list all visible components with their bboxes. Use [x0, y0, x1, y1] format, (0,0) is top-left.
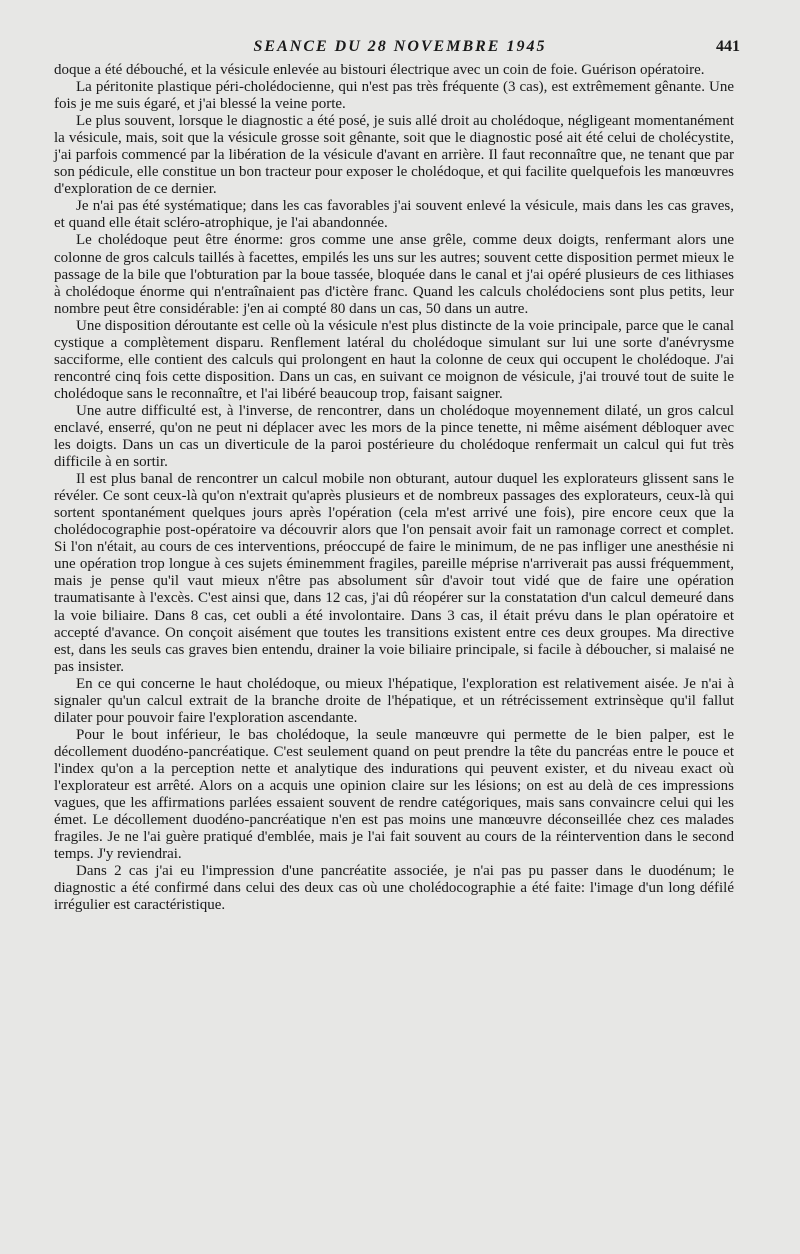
page-number: 441 [716, 38, 740, 55]
paragraph: Le plus souvent, lorsque le diagnostic a été posé, je suis allé droit au cholédoque, négligeant momentanément la vésicule, mais, soit que la vésicule grosse soit gênante, soit que le diagnostic posé ait été celui de cholécystite, j'ai parfois commencé par la libération de la vésicule d'avant en arrière. Il faut reconnaître que, ne tenant que par son pédicule, elle constitue un bon tracteur pour exposer le cholédoque, et qui facilite quelquefois les manœuvres d'exploration de ce dernier. [54, 113, 734, 198]
paragraph: La péritonite plastique péri-cholédocienne, qui n'est pas très fréquente (3 cas), est extrêmement gênante. Une fois je me suis égaré, et j'ai blessé la veine porte. [54, 79, 734, 113]
running-title: SEANCE DU 28 NOVEMBRE 1945 [253, 38, 547, 55]
page-header [60, 38, 740, 60]
paragraph: Une autre difficulté est, à l'inverse, de rencontrer, dans un cholédoque moyennement dilaté, un gros calcul enclavé, enserré, qu'on ne peut ni déplacer avec les mors de la pince tenette, ni même aisément débloquer avec les doigts. Dans un cas un diverticule de la paroi postérieure du cholédoque renfermait un calcul qui fut très difficile à en sortir. [54, 402, 734, 471]
paragraph: doque a été débouché, et la vésicule enlevée au bistouri électrique avec un coin de foie. Guérison opératoire. [54, 62, 705, 78]
paragraph: Le cholédoque peut être énorme: gros comme une anse grêle, comme deux doigts, renfermant alors une colonne de gros calculs taillés à facettes, empilés les uns sur les autres; souvent cette disposition permet mieux le passage de la bile que l'obturation par la boue tassée, bloquée dans le canal et j'ai opéré plusieurs de ces lithiases à cholédoque énorme qui n'entraînaient pas d'ictère franc. Quand les calculs cholédociens sont plus petits, leur nombre peut être considérable: j'en ai compté 80 dans un cas, 50 dans un autre. [54, 232, 734, 317]
paragraph: Je n'ai pas été systématique; dans les cas favorables j'ai souvent enlevé la vésicule, mais dans les cas graves, et quand elle était scléro-atrophique, je l'ai abandonnée. [54, 198, 734, 232]
paragraph: En ce qui concerne le haut cholédoque, ou mieux l'hépatique, l'exploration est relativement aisée. Je n'ai à signaler qu'un calcul extrait de la branche droite de l'hépatique, et un rétrécissement extrinsèque qu'il fallut dilater pour pouvoir faire l'exploration ascendante. [54, 675, 734, 726]
paragraph: Une disposition déroutante est celle où la vésicule n'est plus distincte de la voie principale, parce que le canal cystique a complètement disparu. Renflement latéral du cholédoque simulant sur lui une sorte d'anévrysme sacciforme, elle contient des calculs qui prolongent en haut la colonne de ceux qui occupent le cholédoque. J'ai rencontré cinq fois cette disposition. Dans un cas, en suivant ce moignon de vésicule, j'ai trouvé tout de suite le cholédoque sans le reconnaître, et l'ai libéré beaucoup trop, faisant saigner. [54, 317, 734, 402]
paragraph: Il est plus banal de rencontrer un calcul mobile non obturant, autour duquel les explorateurs glissent sans le révéler. Ce sont ceux-là qu'on n'extrait qu'après plusieurs et de nombreux passages des explorateurs, ceux-là qui sortent spontanément quelques jours après l'opération (cela m'est arrivé une fois), pire encore ceux que la cholédocographie post-opératoire va découvrir alors que l'on pensait avoir fait un ramonage correct et complet. Si l'on n'était, au cours de ces interventions, préoccupé de faire le minimum, de ne pas infliger une anesthésie ni une opération trop longue à ces sujets éminemment fragiles, pareille méprise n'arriverait pas aussi fréquemment, mais je pense qu'il vaut mieux n'être pas absolument sûr d'avoir tout vidé que de faire une opération traumatisante à l'excès. C'est ainsi que, dans 12 cas, j'ai dû réopérer sur la constatation d'un calcul demeuré dans la voie biliaire. Dans 8 cas, cet oubli a été involontaire. Dans 3 cas, il était prévu dans le plan opératoire et accepté d'avance. On conçoit aisément que toutes les transitions existent entre ces deux groupes. Ma directive est, dans les seuls cas graves bien entendu, drainer la voie biliaire principale, si facile à déboucher, si malaisé ne pas insister. [54, 471, 734, 675]
paragraph: Dans 2 cas j'ai eu l'impression d'une pancréatite associée, je n'ai pas pu passer dans le duodénum; le diagnostic a été confirmé dans celui des deux cas où une cholédocographie a été faite: l'image d'un long défilé irrégulier est caractéristique. [54, 863, 734, 914]
body-text [54, 62, 734, 914]
paragraph: Pour le bout inférieur, le bas cholédoque, la seule manœuvre qui permette de le bien palper, est le décollement duodéno-pancréatique. C'est seulement quand on peut prendre la tête du pancréas entre le pouce et l'index qu'on a la perception nette et analytique des indurations qui peuvent exister, et du niveau exact où l'explorateur est arrêté. Alors on a acquis une opinion claire sur les lésions; on est au delà de ces impressions vagues, que les affirmations parlées essaient souvent de rendre catégoriques, mais sans convaincre celui qui les émet. Le décollement duodéno-pancréatique n'en est pas moins une manœuvre déconseillée chez ces malades fragiles. Je ne l'ai guère pratiqué d'emblée, mais je l'ai fait souvent au cours de la réintervention dans le second temps. J'y reviendrai. [54, 726, 734, 863]
